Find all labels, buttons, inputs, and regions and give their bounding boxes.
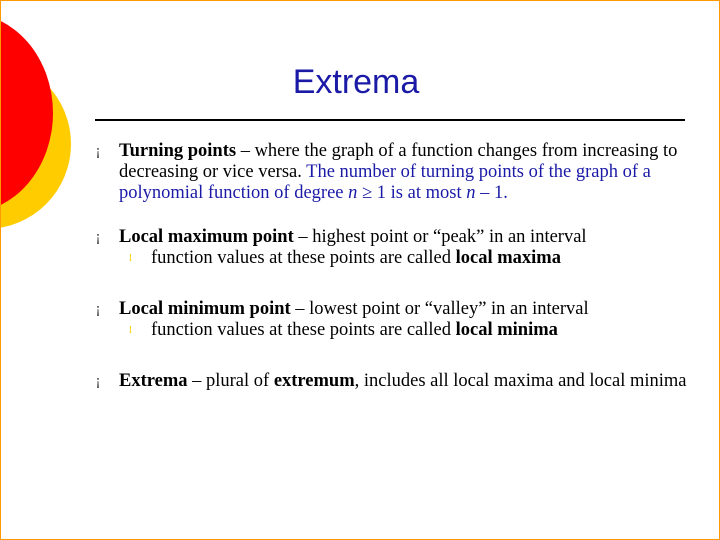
sub-bullet-marker-icon: l xyxy=(129,253,132,264)
sub-bullet xyxy=(129,320,709,341)
sub-bullet-term: local minima xyxy=(455,320,558,340)
sub-bullet-text: function values at these points are called xyxy=(151,248,456,268)
note-part: The number of turning points of the graph of a polynomial function of degree xyxy=(119,162,651,203)
bullet-marker-icon: ¡ xyxy=(95,301,101,317)
bullet-description: – plural of xyxy=(187,371,274,391)
slide-title: Extrema xyxy=(292,63,420,101)
bullet-term: Local maximum point xyxy=(119,227,294,247)
bullet-description-secondary: , includes all local maxima and local minima xyxy=(354,371,687,391)
sub-bullet-marker-icon: l xyxy=(129,325,132,336)
bullet-text xyxy=(119,141,709,204)
title-underline xyxy=(95,119,685,121)
bullet-marker-icon: ¡ xyxy=(95,229,101,245)
bullet-description: – lowest point or “valley” in an interval xyxy=(290,299,589,319)
note-part: – 1. xyxy=(475,183,508,203)
sub-bullet-term: local maxima xyxy=(455,248,561,268)
bullet-term: Extrema xyxy=(119,371,188,391)
bullet-text xyxy=(119,371,709,392)
sub-bullet xyxy=(129,248,709,269)
bullet-description: – highest point or “peak” in an interval xyxy=(293,227,587,247)
bullet-marker-icon: ¡ xyxy=(95,143,101,159)
bullet-text xyxy=(119,227,709,269)
bullet-term: Local minimum point xyxy=(119,299,291,319)
bullet-marker-icon: ¡ xyxy=(95,373,101,389)
bullet-term: Turning points xyxy=(119,141,237,161)
note-variable: n xyxy=(466,183,476,203)
bullet-description: – where the graph of a function changes from increasing to decreasing or vice versa. xyxy=(119,141,678,182)
note-variable: n xyxy=(348,183,358,203)
bullet-term-secondary: extremum xyxy=(273,371,355,391)
sub-bullet-text: function values at these points are called xyxy=(151,320,456,340)
bullet-text xyxy=(119,299,709,341)
note-part: ≥ 1 is at most xyxy=(357,183,467,203)
